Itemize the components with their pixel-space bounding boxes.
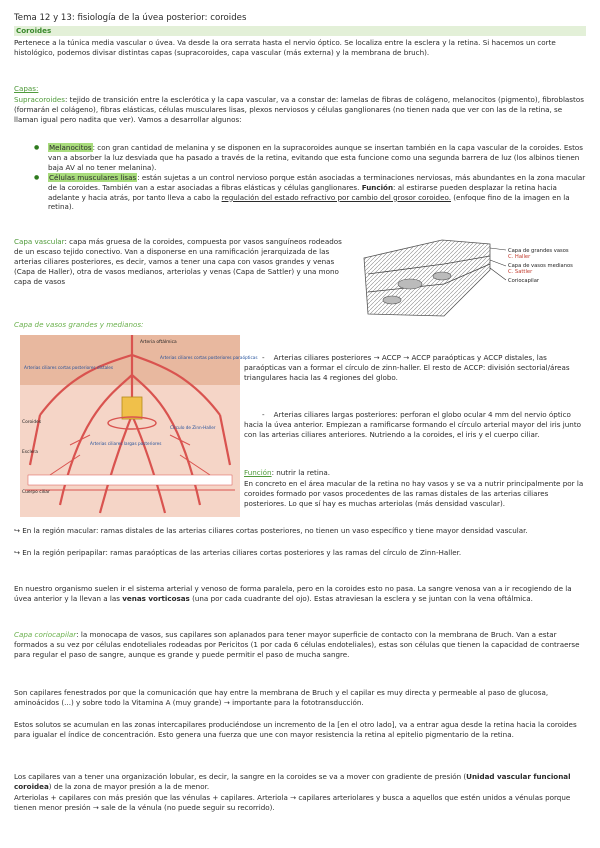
arteriolas-paragraph: Arteriolas + capilares con más presión que las vénulas + capilares. Arteriola → capilares arteriolares y busca a aquellos que estén unidos a vénulas porque tienen menor presión → sale de la vénula (no puede seguir su recorrido). xyxy=(14,793,571,812)
unidad-vascular: Unidad vascular funcional coroidea xyxy=(14,772,571,791)
list-item-musculares: ● Células musculares lisas: están sujetas a un control nervioso porque están asociadas a terminaciones nerviosas, más abundantes en la zona macular de la coroides. También van a estar asociadas a fibras elásticas y células ganglionares. Función: al estirarse pueden desplazar la retina hacia adelante y hacia atrás, por tanto lleva a cabo la regulación del estado refractivo por cambio del grosor coroideo. (enfoque fino de la imagen en la retina). xyxy=(14,173,586,213)
page-title: Tema 12 y 13: fisiología de la úvea posterior: coroides xyxy=(14,13,247,23)
label-zinn-haller: Círculo de Zinn-Haller xyxy=(170,425,216,430)
layer-label-sattler: Capa de vasos medianos xyxy=(508,263,573,269)
label-aclp: Arterias ciliares largas posteriores xyxy=(90,441,162,446)
vasos-heading: Capa de vasos grandes y medianos: xyxy=(14,320,144,329)
coriocapilar-term: Capa coriocapilar xyxy=(14,630,77,639)
capa-vascular-term: Capa vascular xyxy=(14,237,65,246)
label-coroides: Coroides xyxy=(22,420,42,425)
bullet-list xyxy=(14,143,586,212)
intro-paragraph: Pertenece a la túnica media vascular o úvea. Va desde la ora serrata hasta el nervio óptico. Se localiza entre la esclera y la retina. Si hacemos un corte histológico, podemos divisar distintas capas (supracoroides, capa vascular (más externa) y la membrana de bruch). xyxy=(14,38,556,57)
layer-label-haller: Capa de grandes vasos xyxy=(508,248,569,254)
funcion-term: Función xyxy=(244,468,272,477)
lobular-paragraph: Los capilares van a tener una organización lobular, es decir, la sangre en la coroides se va a mover con gradiente de presión (Unidad vascular funcional coroidea) de la zona de mayor presión a la de menor. xyxy=(14,772,571,791)
musculares-term: Células musculares lisas xyxy=(49,172,137,182)
label-accp-paraopticas: Arterias ciliares cortas posteriores paraópticas xyxy=(160,355,258,360)
concreto-paragraph: En concreto en el área macular de la retina no hay vasos y se va a nutrir principalmente por la coroides formado por vasos procedentes de las ramas distales de las arterias ciliares posteriores. Lo que sí hay es muchas arteriolas (más densidad vascular). xyxy=(244,479,584,508)
label-cuerpo-ciliar: Cuerpo ciliar xyxy=(22,490,50,495)
supracoroides-paragraph: Supracoroides: tejido de transición entre la esclerótica y la capa vascular, va a constar de: lamelas de fibras de colágeno, melanocitos (pigmento), fibroblastos (formarán el colágeno), fibras elásticas, células musculares lisas, plexos nerviosos y células ganglionares (no tienen nada que ver con las de la retina, se llaman igual pero nadita que ver). Vamos a desarrollar algunos: xyxy=(14,95,584,124)
funcion-paragraph: Función: nutrir la retina. xyxy=(244,468,330,477)
aclp-paragraph: - Arterias ciliares largas posteriores: perforan el globo ocular 4 mm del nervio óptico hacia la úvea anterior. Empiezan a ramificarse formando el círculo arterial mayor del iris junto con las arterias ciliares anteriores. Nutriendo a la coroides, el iris y el cuerpo ciliar. xyxy=(244,410,581,439)
label-arteria-oftalmica: Arteria oftálmica xyxy=(140,340,177,345)
melanocitos-term: Melanocitos xyxy=(49,143,92,152)
layer-label-sattler-sub: C. Sattler xyxy=(508,269,533,275)
regulacion-underline: regulación del estado refractivo por cambio del grosor coroideo. xyxy=(221,192,451,202)
coroides-heading: Coroides xyxy=(14,26,586,36)
coriocapilar-paragraph: Capa coriocapilar: la monocapa de vasos, sus capilares son aplanados para tener mayor superficie de contacto con la membrana de Bruch. Van a estar formados a su vez por células endoteliales rodeadas por Pericitos (1 por cada 6 células endoteliales), estas son células que tienen la capacidad de contraerse para regular el paso de sangre, aunque es grande y puede permitir el paso de mucha sangre. xyxy=(14,630,580,659)
label-esclera: Esclera xyxy=(22,450,38,455)
venoso-paragraph: En nuestro organismo suelen ir el sistema arterial y venoso de forma paralela, pero en la coroides esto no pasa. La sangre venosa van a ir recogiendo de la úvea anterior y la llevan a las venas vorticosas (una por cada cuadrante del ojo). Estas atraviesan la esclera y se juntan con la vena oftálmica. xyxy=(14,584,572,603)
label-accp-distales: Arterias ciliares cortas posteriores distales xyxy=(24,365,114,370)
coroides-heading-bar xyxy=(14,26,586,36)
supracoroides-term: Supracoroides xyxy=(14,95,65,104)
list-item-melanocitos: ● Melanocitos: con gran cantidad de melanina y se disponen en la supracoroides aunque se insertan también en la capa vascular de la coroides. Estos van a absorber la luz desviada que ha pasado a través de la retina, evitando que esta funcione como una segunda barrera de luz (los albinos tienen baja AV al no tener melanina). xyxy=(14,143,586,173)
capa-vascular-paragraph: Capa vascular: capa más gruesa de la coroides, compuesta por vasos sanguíneos rodeados de un escaso tejido conectivo. Van a disponerse en una ramificación jerarquizada de las arterias ciliares posteriores, es decir, vamos a tener una capa con vasos grandes y venas (Capa de Haller), otra de vasos medianos, arteriolas y venas (Capa de Sattler) y una mono capa de vasos xyxy=(14,237,342,286)
region-macular-paragraph: ↪ En la región macular: ramas distales de las arterias ciliares cortas posteriores, no tienen un vaso específico y tiene mayor densidad vascular. xyxy=(14,526,528,535)
fenestrados-paragraph: Son capilares fenestrados por que la comunicación que hay entre la membrana de Bruch y el capilar es muy directa y permeable al paso de glucosa, aminoácidos (...) y sobre todo la Vitamina A (muy grande) → importante para la fototransducción. xyxy=(14,688,549,707)
choroid-layers-figure xyxy=(362,234,594,320)
venas-vorticosas: venas vorticosas xyxy=(122,593,190,603)
layer-label-coriocapilar: Coriocapilar xyxy=(508,278,540,284)
region-peripapilar-paragraph: ↪ En la región peripapilar: ramas paraópticas de las arterias ciliares cortas posteriores y las ramas del círculo de Zinn-Haller. xyxy=(14,548,462,557)
solutos-paragraph: Estos solutos se acumulan en las zonas intercapilares produciéndose un incremento de la [en el otro lado], va a entrar agua desde la retina hacia la coroides para igualar el índice de concentración. Esto genera una fuerza que une con mayor resistencia la retina al epitelio pigmentario de la retina. xyxy=(14,720,577,739)
capas-heading: Capas: xyxy=(14,84,39,93)
layer-label-haller-sub: C. Haller xyxy=(508,254,531,260)
acp-paragraph: - Arterias ciliares posteriores → ACCP → ACCP paraópticas y ACCP distales, las paraópticas van a formar el círculo de zinn-haller. El resto de ACCP: división sectorial/áreas triangulares hacia las 4 regiones del globo. xyxy=(244,353,570,382)
